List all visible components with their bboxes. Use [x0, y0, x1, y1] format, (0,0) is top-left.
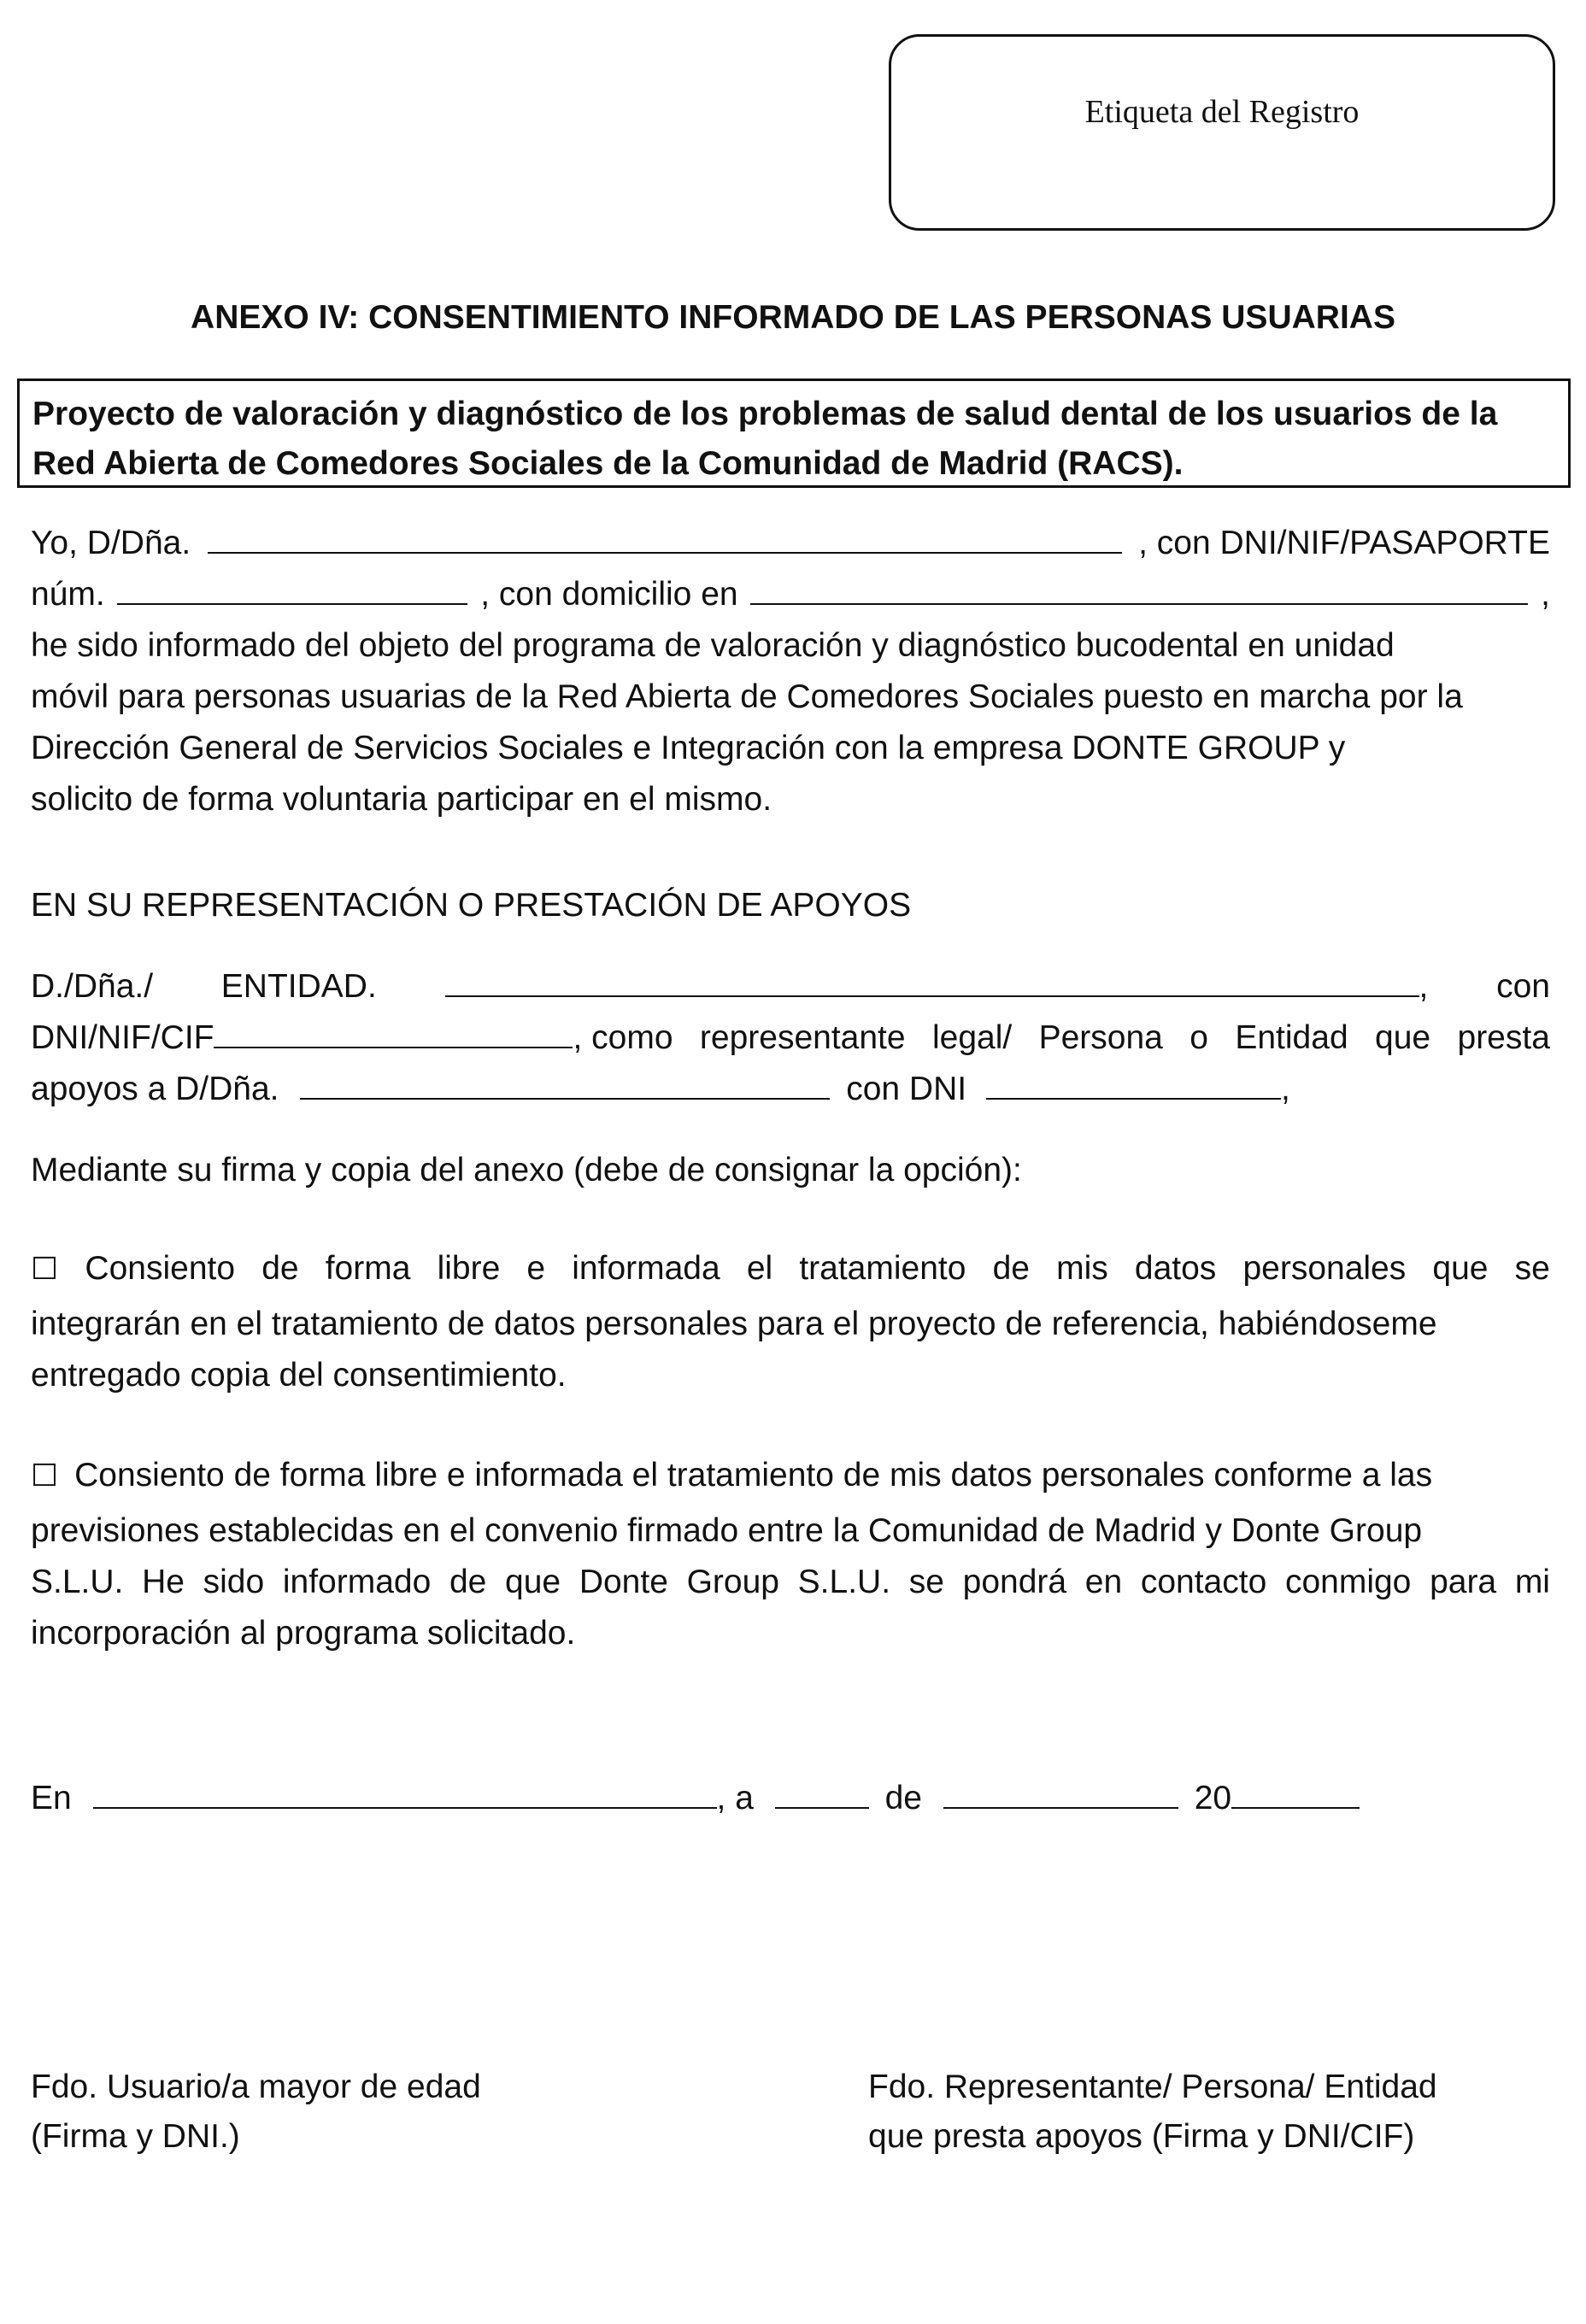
- option-1-checkbox[interactable]: ☐: [31, 1252, 59, 1287]
- rep-dna-label: D./Dña./: [31, 968, 154, 1005]
- option-2-word: se: [908, 1564, 944, 1600]
- option-1-line-2: integrarán en el tratamiento de datos personales para el proyecto de referencia, habiéndoseme: [31, 1306, 1437, 1342]
- user-signature-note: (Firma y DNI.): [31, 2118, 240, 2155]
- option-1-word: informada: [572, 1250, 720, 1287]
- option-1-word: personales: [1242, 1250, 1407, 1287]
- name-suffix: , con DNI/NIF/PASAPORTE: [1138, 525, 1550, 561]
- rep-word-0: , como: [573, 1019, 673, 1056]
- rep-name-field[interactable]: [445, 961, 1419, 997]
- rep-supported-label: apoyos a D/Dña.: [31, 1071, 279, 1107]
- declaration-body-line-4: solicito de forma voluntaria participar en el mismo.: [31, 781, 772, 818]
- option-2-line-1-text: Consiento de forma libre e informada el tratamiento de mis datos personales conforme a las: [74, 1457, 1433, 1494]
- rep-name-comma: ,: [1419, 968, 1429, 1005]
- rep-cif-group: [31, 1012, 673, 1064]
- project-line-2: Red Abierta de Comedores Sociales de la Comunidad de Madrid (RACS).: [32, 445, 1184, 482]
- option-1-word: que: [1432, 1250, 1489, 1287]
- name-prefix: Yo, D/Dña.: [31, 525, 191, 561]
- place-date-line: [31, 1773, 1550, 1824]
- option-2-word: mi: [1514, 1564, 1550, 1600]
- rep-word-2: legal/: [931, 1019, 1013, 1056]
- option-2-line-3: [31, 1557, 1550, 1608]
- option-2-word: S.L.U.: [31, 1564, 124, 1600]
- option-1-line-1: [31, 1243, 1550, 1294]
- option-2-word: conmigo: [1284, 1564, 1412, 1600]
- option-2-line-1: [31, 1450, 1550, 1501]
- representation-line-2: [31, 1012, 1550, 1064]
- num-prefix: núm.: [31, 576, 105, 613]
- option-1-word: e: [526, 1250, 546, 1287]
- declaration-body-line-1: he sido informado del objeto del programa de valoración y diagnóstico bucodental en unidad: [31, 627, 1395, 664]
- representative-signature-block: [868, 2063, 1437, 2162]
- registry-label-box: [889, 34, 1555, 231]
- year-field[interactable]: [1231, 1773, 1360, 1809]
- rep-word-5: Entidad: [1235, 1019, 1348, 1056]
- option-2-word: contacto: [1140, 1564, 1267, 1600]
- representative-signature-label: Fdo. Representante/ Persona/ Entidad: [868, 2069, 1437, 2105]
- option-2-word: que: [505, 1564, 561, 1600]
- place-label: En: [31, 1780, 72, 1816]
- user-signature-label: Fdo. Usuario/a mayor de edad: [31, 2069, 481, 2105]
- option-2-word: de: [449, 1564, 487, 1600]
- option-1-word: forma: [325, 1250, 411, 1287]
- instruction-text: Mediante su firma y copia del anexo (debe de consignar la opción):: [31, 1152, 1022, 1188]
- representation-heading: EN SU REPRESENTACIÓN O PRESTACIÓN DE APOYOS: [31, 887, 912, 924]
- rep-cif-field[interactable]: [214, 1012, 573, 1048]
- option-1-word: de: [992, 1250, 1030, 1287]
- rep-word-4: o: [1190, 1019, 1208, 1056]
- user-signature-block: [31, 2063, 481, 2162]
- rep-cif-label: DNI/NIF/CIF: [31, 1019, 214, 1056]
- option-1-word: datos: [1134, 1250, 1217, 1287]
- rep-line3-end: ,: [1280, 1071, 1290, 1107]
- year-prefix: 20: [1194, 1780, 1232, 1816]
- domicile-label: , con domicilio en: [480, 576, 738, 613]
- rep-entity-label: ENTIDAD.: [220, 968, 377, 1005]
- rep-supported-name-field[interactable]: [300, 1064, 830, 1100]
- declaration-body-line-2: móvil para personas usuarias de la Red Abierta de Comedores Sociales puesto en marcha por la: [31, 678, 1463, 715]
- option-1-word: Consiento: [85, 1250, 236, 1287]
- option-1-word: de: [261, 1250, 299, 1287]
- option-1-line-3: entregado copia del consentimiento.: [31, 1357, 567, 1394]
- rep-word-6: que: [1375, 1019, 1431, 1056]
- option-2-line-2: previsiones establecidas en el convenio firmado entre la Comunidad de Madrid y Donte Group: [31, 1512, 1423, 1549]
- option-1-word: libre: [437, 1250, 501, 1287]
- option-2-word: en: [1084, 1564, 1123, 1600]
- option-2-word: Group: [686, 1564, 779, 1600]
- representation-line-1: [31, 961, 1550, 1012]
- option-2-word: Donte: [579, 1564, 668, 1600]
- month-field[interactable]: [943, 1773, 1178, 1809]
- option-2-word: sido: [203, 1564, 265, 1600]
- domicile-end: ,: [1541, 576, 1550, 613]
- project-line-1: Proyecto de valoración y diagnóstico de los problemas de salud dental de los usuarios de la: [32, 396, 1498, 432]
- option-2-word: He: [142, 1564, 185, 1600]
- option-2-word: S.L.U.: [797, 1564, 891, 1600]
- option-2-line-4: incorporación al programa solicitado.: [31, 1615, 576, 1652]
- declaration-name-line: [31, 518, 1550, 569]
- representation-line-3: [31, 1064, 1550, 1115]
- option-2-checkbox[interactable]: ☐: [31, 1458, 59, 1494]
- rep-word-1: representante: [699, 1019, 906, 1056]
- option-2-word: pondrá: [962, 1564, 1067, 1600]
- name-field[interactable]: [208, 518, 1122, 554]
- option-1-word: tratamiento: [799, 1250, 966, 1287]
- representative-signature-note: que presta apoyos (Firma y DNI/CIF): [868, 2118, 1415, 2155]
- page-title: ANEXO IV: CONSENTIMIENTO INFORMADO DE LAS PERSONAS USUARIAS: [191, 299, 1395, 336]
- option-2-word: informado: [282, 1564, 432, 1600]
- rep-word-3: Persona: [1038, 1019, 1163, 1056]
- registry-label: Etiqueta del Registro: [1084, 94, 1360, 130]
- rep-name-group: [445, 961, 1429, 1012]
- option-1-word: mis: [1056, 1250, 1108, 1287]
- declaration-id-line: [31, 569, 1550, 620]
- day-label: , a: [716, 1780, 754, 1816]
- rep-con-label: con: [1496, 968, 1550, 1005]
- rep-dni-label: con DNI: [846, 1071, 967, 1107]
- month-label: de: [884, 1780, 922, 1816]
- declaration-body-line-3: Dirección General de Servicios Sociales e Integración con la empresa DONTE GROUP y: [31, 730, 1346, 766]
- day-field[interactable]: [775, 1773, 869, 1809]
- option-1-word: se: [1514, 1250, 1550, 1287]
- domicile-field[interactable]: [750, 569, 1528, 605]
- id-number-field[interactable]: [117, 569, 467, 605]
- option-1-word: el: [746, 1250, 773, 1287]
- rep-dni-field[interactable]: [986, 1064, 1281, 1100]
- place-field[interactable]: [93, 1773, 717, 1809]
- rep-word-7: presta: [1457, 1019, 1550, 1056]
- project-box: [17, 379, 1571, 488]
- option-2-word: para: [1430, 1564, 1497, 1600]
